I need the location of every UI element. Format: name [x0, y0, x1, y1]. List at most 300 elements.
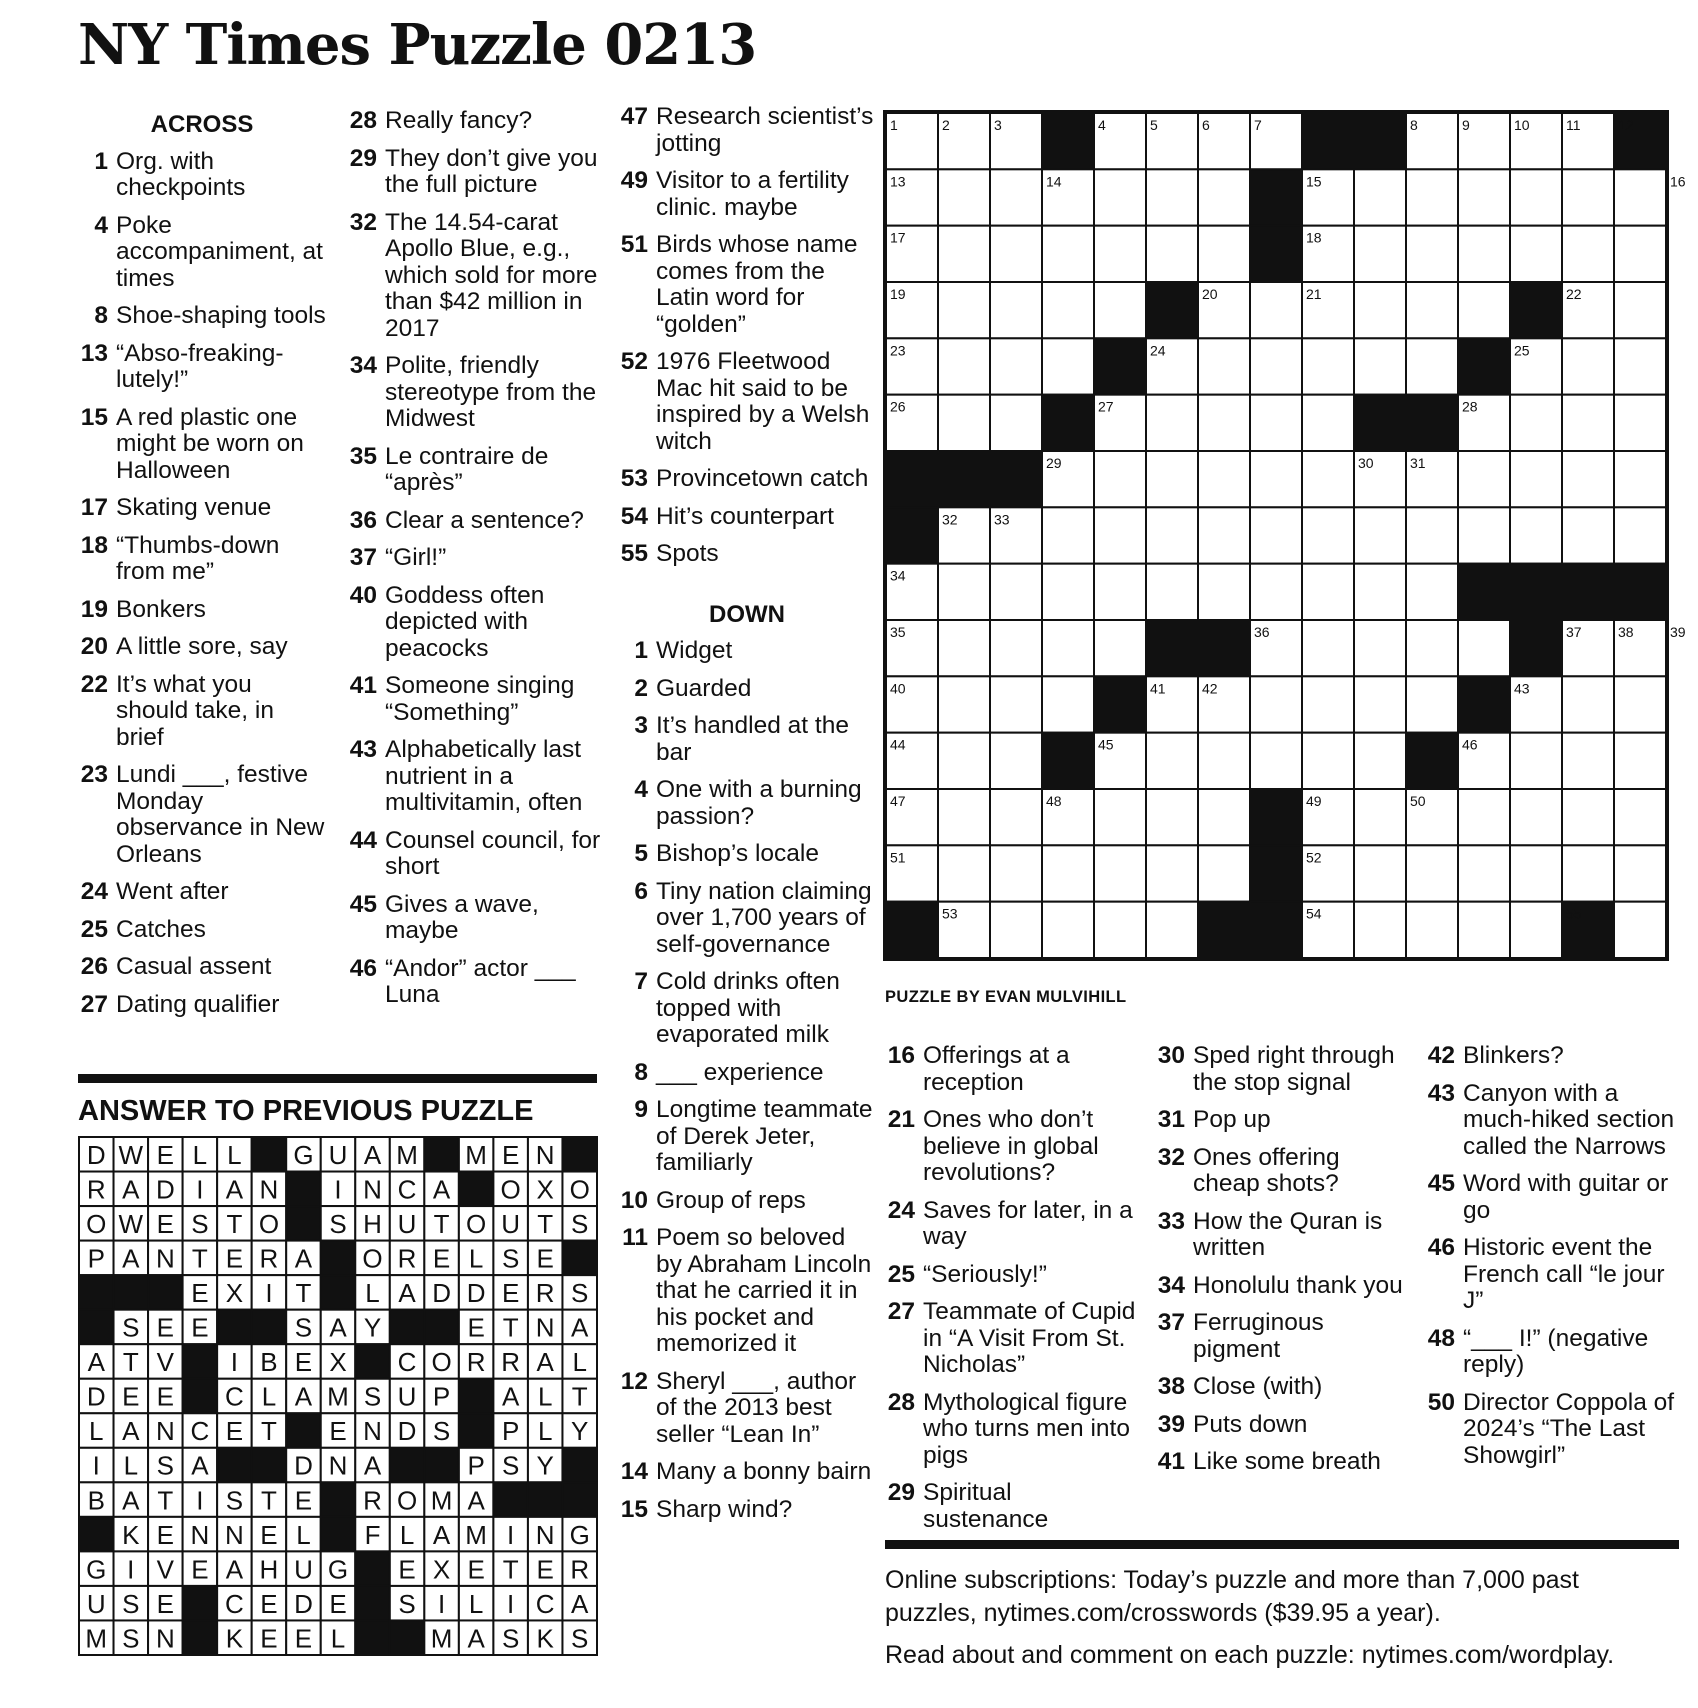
grid-cell[interactable] — [1042, 226, 1094, 282]
grid-cell[interactable] — [1042, 507, 1094, 563]
grid-cell[interactable] — [1562, 338, 1614, 394]
grid-cell[interactable] — [1562, 507, 1614, 563]
grid-cell[interactable] — [938, 226, 990, 282]
grid-cell[interactable] — [1250, 282, 1302, 338]
answer-letter: D — [397, 1416, 417, 1447]
clue-number: 54 — [620, 502, 648, 530]
black-square — [1250, 845, 1302, 901]
grid-cell[interactable] — [1146, 507, 1198, 563]
answer-black-square — [79, 1310, 114, 1345]
grid-cell[interactable] — [938, 733, 990, 789]
grid-cell[interactable] — [1562, 676, 1614, 732]
grid-cell[interactable] — [1510, 902, 1562, 958]
grid-cell[interactable] — [1302, 733, 1354, 789]
grid-cell[interactable] — [938, 395, 990, 451]
answer-letter: T — [295, 1278, 312, 1309]
answer-letter: I — [230, 1347, 239, 1378]
grid-cell[interactable] — [1510, 789, 1562, 845]
clue-number: 39 — [1157, 1410, 1185, 1438]
grid-cell[interactable] — [1562, 789, 1614, 845]
grid-cell[interactable] — [1146, 564, 1198, 620]
clue-number: 1 — [94, 147, 108, 175]
answer-letter: T — [226, 1209, 243, 1240]
down-clue-34 — [1155, 1273, 1410, 1300]
answer-black-square — [562, 1448, 597, 1483]
grid-cell[interactable] — [1146, 733, 1198, 789]
across-clue-43 — [347, 737, 609, 817]
clue-number: 53 — [620, 465, 648, 492]
answer-letter: U — [501, 1209, 521, 1240]
grid-cell[interactable] — [1406, 507, 1458, 563]
answer-letter: O — [431, 1347, 452, 1378]
grid-cell[interactable] — [1458, 789, 1510, 845]
grid-cell[interactable] — [1354, 902, 1406, 958]
grid-cell[interactable] — [1614, 902, 1666, 958]
grid-cell[interactable] — [1198, 338, 1250, 394]
grid-cell[interactable] — [1042, 902, 1094, 958]
grid-cell[interactable] — [1250, 338, 1302, 394]
grid-cell[interactable] — [1614, 507, 1666, 563]
answer-black-square — [148, 1275, 183, 1310]
answer-letter: I — [437, 1588, 446, 1619]
grid-cell[interactable] — [1042, 620, 1094, 676]
answer-letter: R — [466, 1347, 486, 1378]
grid-cell[interactable] — [1614, 226, 1666, 282]
grid-cell[interactable] — [1198, 451, 1250, 507]
cell-number: 50 — [1410, 793, 1426, 809]
grid-cell[interactable] — [1458, 451, 1510, 507]
across-clue-35 — [347, 444, 609, 497]
clue-number: 55 — [620, 540, 648, 567]
grid-cell[interactable] — [1510, 733, 1562, 789]
across-clue-34 — [347, 353, 609, 433]
clue-number: 43 — [1427, 1079, 1455, 1107]
grid-cell[interactable] — [990, 226, 1042, 282]
cell-number: 34 — [890, 567, 906, 584]
answer-letter: H — [363, 1209, 382, 1240]
across-clue-17 — [78, 495, 326, 522]
grid-cell[interactable] — [1406, 620, 1458, 676]
answer-black-square — [424, 1448, 459, 1483]
grid-cell[interactable] — [1562, 226, 1614, 282]
grid-cell[interactable] — [1406, 169, 1458, 225]
answer-black-square — [79, 1275, 114, 1310]
grid-cell[interactable] — [1302, 338, 1354, 394]
grid-cell[interactable] — [938, 564, 990, 620]
grid-cell[interactable] — [990, 338, 1042, 394]
across-clue-26 — [78, 954, 326, 981]
grid-cell[interactable] — [1614, 338, 1666, 394]
answer-black-square — [286, 1172, 321, 1207]
clue-number: 9 — [634, 1096, 648, 1123]
grid-cell[interactable] — [1042, 676, 1094, 732]
answer-letter: A — [294, 1243, 313, 1274]
clue-number: 43 — [349, 736, 377, 763]
answer-letter: I — [196, 1485, 204, 1516]
clue-text: Blinkers? — [1463, 1042, 1564, 1069]
clue-text: A little sore, say — [116, 633, 288, 660]
answer-letter: N — [225, 1519, 244, 1550]
clue-text: Sped right through the stop signal — [1193, 1042, 1395, 1096]
answer-black-square — [114, 1275, 149, 1310]
black-square — [1042, 113, 1094, 169]
clue-number: 24 — [887, 1196, 915, 1224]
down-clue-6 — [618, 879, 876, 959]
down-clue-42 — [1425, 1043, 1677, 1070]
answer-letter: Y — [536, 1450, 554, 1481]
black-square — [1198, 902, 1250, 958]
grid-cell[interactable] — [938, 620, 990, 676]
grid-cell[interactable] — [1354, 564, 1406, 620]
grid-cell[interactable] — [990, 395, 1042, 451]
grid-cell[interactable] — [1458, 845, 1510, 901]
down-clue-12 — [618, 1369, 876, 1449]
grid-cell[interactable] — [1198, 845, 1250, 901]
across-clue-46 — [347, 956, 609, 1009]
clue-number: 28 — [887, 1388, 915, 1416]
grid-cell[interactable] — [1510, 226, 1562, 282]
answer-black-square — [355, 1344, 390, 1379]
answer-letter: S — [432, 1416, 451, 1447]
cell-number: 49 — [1306, 793, 1322, 809]
answer-letter: U — [294, 1554, 313, 1585]
grid-cell[interactable] — [1354, 620, 1406, 676]
grid-cell[interactable] — [990, 676, 1042, 732]
grid-cell[interactable] — [1510, 451, 1562, 507]
answer-letter: T — [157, 1485, 174, 1516]
answer-black-square — [183, 1344, 218, 1379]
cell-number: 2 — [942, 117, 950, 133]
answer-letter: L — [192, 1139, 208, 1170]
answer-black-square — [390, 1310, 425, 1345]
answer-black-square — [424, 1137, 459, 1172]
grid-cell[interactable] — [1458, 282, 1510, 338]
answer-black-square — [528, 1482, 563, 1517]
clue-number: 42 — [1427, 1042, 1455, 1069]
answer-letter: B — [87, 1485, 105, 1516]
clue-number: 37 — [1157, 1309, 1185, 1336]
answer-black-square — [321, 1482, 356, 1517]
across-clue-32 — [347, 210, 609, 343]
down-clue-33 — [1155, 1209, 1410, 1262]
grid-cell[interactable] — [1302, 676, 1354, 732]
answer-letter: S — [398, 1588, 416, 1619]
grid-cell[interactable] — [1562, 451, 1614, 507]
black-square — [1250, 169, 1302, 225]
clue-number: 8 — [634, 1058, 648, 1086]
grid-cell[interactable] — [938, 338, 990, 394]
grid-cell[interactable] — [1250, 676, 1302, 732]
grid-cell[interactable] — [938, 845, 990, 901]
grid-cell[interactable] — [1198, 507, 1250, 563]
grid-cell[interactable] — [1354, 676, 1406, 732]
answer-letter: U — [397, 1381, 417, 1412]
grid-cell[interactable] — [1562, 733, 1614, 789]
grid-cell[interactable] — [1094, 451, 1146, 507]
cell-number: 6 — [1202, 117, 1210, 133]
clue-text: Canyon with a much-hiked section called the Narrows — [1463, 1079, 1675, 1160]
grid-cell[interactable] — [1302, 451, 1354, 507]
clue-number: 25 — [887, 1260, 915, 1288]
grid-cell[interactable] — [1614, 169, 1666, 225]
down-column-6 — [1425, 1043, 1677, 1480]
grid-cell[interactable] — [990, 169, 1042, 225]
answer-letter: Y — [571, 1416, 589, 1447]
clue-text: Tiny nation claiming over 1,700 years of self-governance — [656, 877, 872, 958]
answer-letter: S — [329, 1209, 347, 1240]
grid-cell[interactable] — [990, 282, 1042, 338]
grid-cell[interactable] — [1146, 169, 1198, 225]
grid-cell[interactable] — [1302, 507, 1354, 563]
grid-cell[interactable] — [1198, 395, 1250, 451]
grid-cell[interactable] — [1094, 620, 1146, 676]
grid-cell[interactable] — [1614, 789, 1666, 845]
cell-number: 46 — [1462, 736, 1478, 753]
clue-number: 34 — [1157, 1271, 1185, 1299]
grid-cell[interactable] — [1094, 282, 1146, 338]
black-square — [1198, 620, 1250, 676]
cell-number: 39 — [1670, 624, 1686, 640]
grid-cell[interactable] — [1562, 169, 1614, 225]
grid-cell[interactable] — [1458, 226, 1510, 282]
grid-cell[interactable] — [1302, 620, 1354, 676]
clue-text: ___ experience — [656, 1058, 824, 1086]
grid-cell[interactable] — [1042, 564, 1094, 620]
answer-letter: Y — [363, 1312, 382, 1343]
answer-letter: P — [432, 1381, 451, 1412]
clue-text: Research scientist’s jotting — [656, 103, 874, 157]
grid-cell[interactable] — [1510, 507, 1562, 563]
grid-cell[interactable] — [1354, 845, 1406, 901]
answer-letter: X — [225, 1278, 244, 1309]
answer-letter: E — [191, 1312, 209, 1343]
answer-letter: O — [258, 1209, 280, 1240]
grid-cell[interactable] — [1094, 564, 1146, 620]
grid-cell[interactable] — [1094, 902, 1146, 958]
grid-cell[interactable] — [1146, 226, 1198, 282]
grid-cell[interactable] — [1250, 564, 1302, 620]
clue-number: 29 — [887, 1479, 915, 1506]
clue-number: 3 — [634, 712, 648, 739]
clue-text: Lundi ___, festive Monday observance in New Orleans — [116, 761, 325, 868]
grid-cell[interactable] — [1198, 564, 1250, 620]
answer-letter: E — [156, 1588, 175, 1619]
clue-text: 1976 Fleetwood Mac hit said to be inspired by a Welsh witch — [656, 348, 870, 455]
black-square — [886, 902, 938, 958]
grid-cell[interactable] — [1094, 226, 1146, 282]
clue-text: Dating qualifier — [116, 990, 280, 1018]
grid-cell[interactable] — [1042, 282, 1094, 338]
grid-cell[interactable] — [1146, 395, 1198, 451]
footer-rule — [885, 1540, 1679, 1549]
grid-cell[interactable] — [1302, 564, 1354, 620]
grid-cell[interactable] — [1614, 282, 1666, 338]
down-clue-9 — [618, 1097, 876, 1177]
grid-cell[interactable] — [938, 282, 990, 338]
grid-cell[interactable] — [1198, 789, 1250, 845]
page-title: NY Times Puzzle 0213 — [78, 12, 757, 78]
grid-cell[interactable] — [1510, 845, 1562, 901]
grid-cell[interactable] — [1406, 226, 1458, 282]
down-clue-37 — [1155, 1310, 1410, 1363]
grid-cell[interactable] — [1198, 226, 1250, 282]
answer-letter: N — [328, 1450, 348, 1481]
clue-text: Someone singing “Something” — [385, 672, 575, 726]
across-clue-24 — [78, 879, 326, 906]
down-clue-25 — [885, 1262, 1143, 1289]
answer-black-square — [286, 1413, 321, 1448]
grid-cell[interactable] — [938, 169, 990, 225]
grid-cell[interactable] — [1146, 451, 1198, 507]
grid-cell[interactable] — [1354, 169, 1406, 225]
grid-cell[interactable] — [1250, 733, 1302, 789]
grid-cell[interactable] — [1614, 845, 1666, 901]
answer-letter: L — [468, 1243, 484, 1274]
black-square — [1458, 564, 1510, 620]
answer-letter: K — [536, 1623, 554, 1654]
grid-cell[interactable] — [1614, 395, 1666, 451]
grid-cell[interactable] — [1510, 395, 1562, 451]
clue-text: Gives a wave, maybe — [385, 890, 539, 944]
grid-cell[interactable] — [990, 620, 1042, 676]
clue-number: 10 — [620, 1186, 648, 1214]
cell-number: 14 — [1046, 173, 1062, 190]
down-clue-21 — [885, 1107, 1143, 1187]
grid-cell[interactable] — [1094, 845, 1146, 901]
answer-letter: A — [191, 1450, 209, 1481]
answer-letter: E — [294, 1623, 313, 1654]
black-square — [1042, 733, 1094, 789]
grid-cell[interactable] — [1250, 507, 1302, 563]
grid-cell[interactable] — [1250, 451, 1302, 507]
cell-number: 15 — [1306, 173, 1322, 190]
grid-cell[interactable] — [1458, 507, 1510, 563]
clue-number: 32 — [1157, 1143, 1185, 1171]
clue-text: Longtime teammate of Derek Jeter, familiarly — [656, 1096, 873, 1176]
grid-cell[interactable] — [1614, 451, 1666, 507]
clue-number: 7 — [634, 968, 648, 995]
grid-cell[interactable] — [1354, 507, 1406, 563]
grid-cell[interactable] — [1354, 789, 1406, 845]
grid-cell[interactable] — [1146, 845, 1198, 901]
clue-text: Alphabetically last nutrient in a multivitamin, often — [385, 736, 583, 816]
grid-cell[interactable] — [1510, 169, 1562, 225]
answer-black-square — [183, 1586, 218, 1621]
black-square — [938, 451, 990, 507]
answer-letter: A — [363, 1450, 382, 1481]
grid-cell[interactable] — [1562, 845, 1614, 901]
cell-number: 54 — [1306, 905, 1322, 922]
answer-letter: A — [122, 1174, 140, 1205]
grid-cell[interactable] — [990, 902, 1042, 958]
across-clue-18 — [78, 533, 326, 586]
grid-cell[interactable] — [990, 845, 1042, 901]
cell-number: 9 — [1462, 117, 1470, 133]
grid-cell[interactable] — [1354, 226, 1406, 282]
clue-number: 12 — [620, 1367, 648, 1395]
grid-cell[interactable] — [990, 733, 1042, 789]
grid-cell[interactable] — [1042, 845, 1094, 901]
grid-cell[interactable] — [1146, 902, 1198, 958]
grid-cell[interactable] — [1354, 282, 1406, 338]
grid-cell[interactable] — [990, 789, 1042, 845]
grid-cell[interactable] — [1406, 564, 1458, 620]
grid-cell[interactable] — [1406, 282, 1458, 338]
answer-letter: D — [86, 1139, 106, 1170]
cell-number: 40 — [890, 680, 906, 697]
grid-cell[interactable] — [1458, 169, 1510, 225]
answer-letter: A — [294, 1381, 313, 1412]
black-square — [1562, 564, 1614, 620]
down-heading: DOWN — [709, 600, 785, 628]
across-clue-15 — [78, 405, 326, 485]
grid-cell[interactable] — [1458, 902, 1510, 958]
grid-cell[interactable] — [1614, 676, 1666, 732]
grid-cell[interactable] — [1354, 733, 1406, 789]
answer-letter: A — [432, 1519, 451, 1550]
cell-number: 41 — [1150, 680, 1166, 697]
answer-letter: L — [296, 1519, 311, 1550]
grid-cell[interactable] — [1354, 338, 1406, 394]
grid-cell[interactable] — [1406, 845, 1458, 901]
clue-number: 41 — [1157, 1448, 1185, 1475]
black-square — [1458, 338, 1510, 394]
clue-number: 46 — [349, 954, 377, 982]
answer-letter: E — [156, 1381, 175, 1412]
grid-cell[interactable] — [1198, 733, 1250, 789]
answer-letter: D — [294, 1588, 313, 1619]
grid-cell[interactable] — [1146, 789, 1198, 845]
clue-number: 40 — [349, 581, 377, 609]
clue-text: “___ I!” (negative reply) — [1463, 1324, 1649, 1378]
answer-letter: S — [191, 1209, 209, 1240]
grid-cell[interactable] — [1614, 733, 1666, 789]
clue-text: How the Quran is written — [1193, 1207, 1383, 1261]
clue-text: Director Coppola of 2024’s “The Last Showgirl” — [1463, 1388, 1675, 1469]
grid-cell[interactable] — [1094, 507, 1146, 563]
answer-black-square — [562, 1241, 597, 1276]
clue-number: 6 — [634, 877, 648, 905]
puzzle-byline: PUZZLE BY EVAN MULVIHILL — [885, 988, 1127, 1006]
grid-cell[interactable] — [938, 789, 990, 845]
clue-number: 5 — [634, 840, 648, 867]
cell-number: 31 — [1410, 455, 1426, 471]
answer-letter: T — [260, 1416, 277, 1447]
grid-cell[interactable] — [1406, 676, 1458, 732]
grid-cell[interactable] — [1042, 338, 1094, 394]
grid-cell[interactable] — [1406, 338, 1458, 394]
grid-cell[interactable] — [990, 564, 1042, 620]
clue-text: Le contraire de “après” — [385, 442, 549, 496]
grid-cell[interactable] — [1406, 902, 1458, 958]
grid-cell[interactable] — [1094, 789, 1146, 845]
answer-letter: A — [363, 1139, 382, 1170]
down-clue-45 — [1425, 1171, 1677, 1224]
answer-letter: L — [537, 1381, 553, 1412]
grid-cell[interactable] — [1198, 169, 1250, 225]
grid-cell[interactable] — [1094, 169, 1146, 225]
grid-cell[interactable] — [1562, 395, 1614, 451]
grid-cell[interactable] — [1302, 395, 1354, 451]
grid-cell[interactable] — [1250, 395, 1302, 451]
clue-number: 52 — [620, 348, 648, 375]
grid-cell[interactable] — [938, 676, 990, 732]
answer-black-square — [321, 1241, 356, 1276]
clue-number: 23 — [80, 761, 108, 788]
grid-cell[interactable] — [1458, 620, 1510, 676]
answer-letter: A — [87, 1347, 105, 1378]
clue-text: Provincetown catch — [656, 465, 869, 492]
